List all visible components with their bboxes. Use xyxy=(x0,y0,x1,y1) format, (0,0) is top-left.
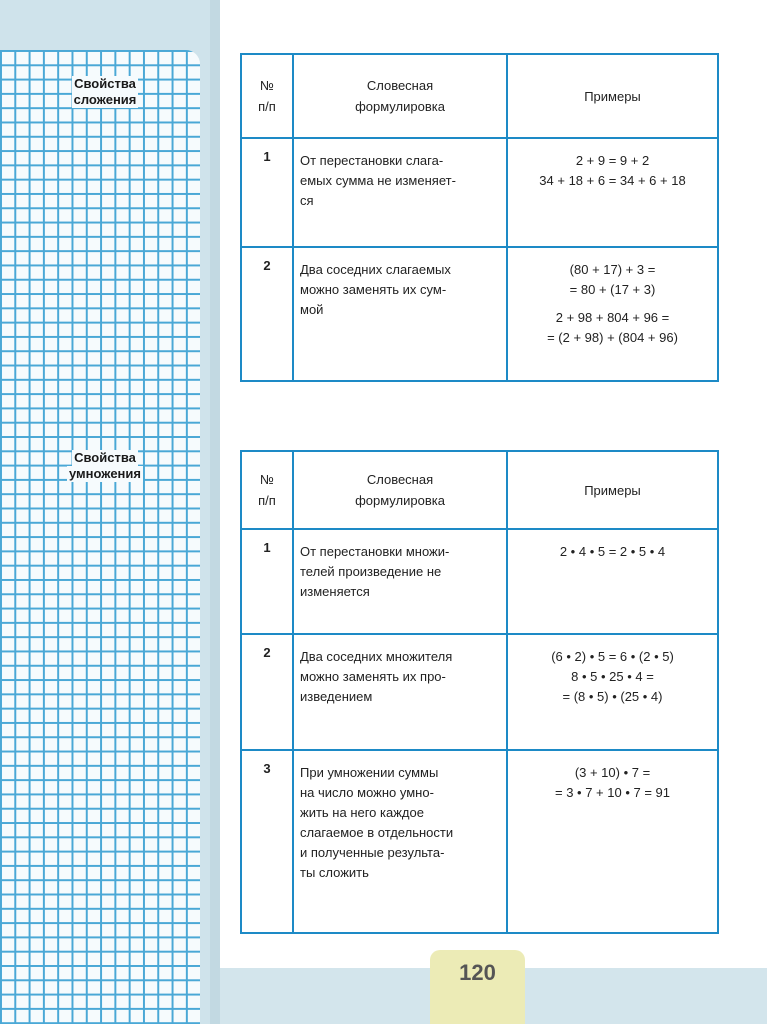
header-examples: Примеры xyxy=(507,451,718,529)
row-number: 2 xyxy=(241,247,293,381)
row-number: 2 xyxy=(241,634,293,750)
row-formulation: От перестановки слага- емых сумма не изменяет- ся xyxy=(293,138,507,247)
header-number: № п/п xyxy=(241,451,293,529)
table-row xyxy=(241,138,718,247)
multiplication-properties-table xyxy=(240,450,719,934)
multiplication-section-label xyxy=(50,450,160,482)
page-number: 120 xyxy=(430,950,525,1024)
addition-label-line-1: Свойства xyxy=(74,76,136,91)
row-formulation: От перестановки множи- телей произведение не изменяется xyxy=(293,529,507,634)
row-examples: (80 + 17) + 3 = = 80 + (17 + 3) 2 + 98 + 804 + 96 = = (2 + 98) + (804 + 96) xyxy=(507,247,718,381)
row-examples: 2 + 9 = 9 + 2 34 + 18 + 6 = 34 + 6 + 18 xyxy=(507,138,718,247)
header-examples: Примеры xyxy=(507,54,718,138)
row-formulation: При умножении суммы на число можно умно- жить на него каждое слагаемое в отдельности и полученные результа- ты сложить xyxy=(293,750,507,933)
table-row xyxy=(241,529,718,634)
table-row xyxy=(241,247,718,381)
row-formulation: Два соседних слагаемых можно заменять их сум- мой xyxy=(293,247,507,381)
addition-section-label xyxy=(50,76,160,108)
row-number: 1 xyxy=(241,138,293,247)
multiplication-label-line-2: умножения xyxy=(68,466,141,481)
table-header-row xyxy=(241,54,718,138)
table-row xyxy=(241,634,718,750)
row-number: 3 xyxy=(241,750,293,933)
row-examples: (3 + 10) • 7 = = 3 • 7 + 10 • 7 = 91 xyxy=(507,750,718,933)
row-examples: (6 • 2) • 5 = 6 • (2 • 5) 8 • 5 • 25 • 4 = = (8 • 5) • (25 • 4) xyxy=(507,634,718,750)
header-formulation: Словесная формулировка xyxy=(293,451,507,529)
row-number: 1 xyxy=(241,529,293,634)
multiplication-label-line-1: Свойства xyxy=(74,450,136,465)
addition-label-line-2: сложения xyxy=(73,92,137,107)
header-number: № п/п xyxy=(241,54,293,138)
row-formulation: Два соседних множителя можно заменять их про- изведением xyxy=(293,634,507,750)
page-edge xyxy=(210,0,220,1024)
header-formulation: Словесная формулировка xyxy=(293,54,507,138)
graph-paper-margin xyxy=(0,50,200,1024)
addition-properties-table xyxy=(240,53,719,382)
table-header-row xyxy=(241,451,718,529)
row-examples: 2 • 4 • 5 = 2 • 5 • 4 xyxy=(507,529,718,634)
table-row xyxy=(241,750,718,933)
